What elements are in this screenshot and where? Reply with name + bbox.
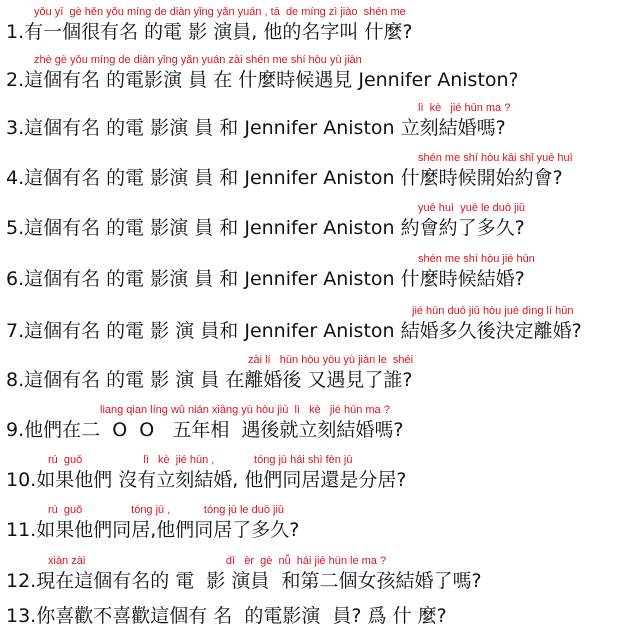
question-5-chinese: 這個有名 的電 影演 員 和 Jennifer Aniston 約會約了多久? bbox=[24, 217, 525, 239]
question-7-chinese: 這個有名 的電 影 演 員和 Jennifer Aniston 結婚多久後決定離婚? bbox=[24, 320, 582, 342]
question-1-text bbox=[6, 20, 412, 44]
question-5-text bbox=[6, 216, 525, 240]
question-2-chinese: 這個有名 的電影演 員 在 什麼時候遇見 Jennifer Aniston? bbox=[24, 69, 519, 91]
question-11-text bbox=[6, 518, 299, 542]
question-9-pinyin: liang qian líng wǔ nián xiāng yù hòu jiù lì kè jié hūn ma ? bbox=[100, 404, 390, 416]
question-3-text bbox=[6, 116, 506, 140]
question-2-number: 2. bbox=[6, 69, 25, 91]
question-10-number: 10. bbox=[6, 469, 37, 491]
question-7-text bbox=[6, 319, 582, 343]
question-12-chinese: 現在這個有名的 電 影 演員 和第二個女孩結婚了嗎? bbox=[36, 570, 482, 592]
question-1-number: 1. bbox=[6, 21, 25, 43]
question-2-text bbox=[6, 68, 519, 92]
question-3-chinese: 這個有名 的電 影演 員 和 Jennifer Aniston 立刻結婚嗎? bbox=[24, 117, 506, 139]
question-9-text bbox=[6, 418, 404, 442]
question-11-number: 11. bbox=[6, 519, 37, 541]
question-9-chinese: 他們在二 O O 五年相 遇後就立刻結婚嗎? bbox=[24, 419, 404, 441]
question-4-pinyin: shén me shí hòu kāi shǐ yuē huì bbox=[418, 152, 573, 164]
question-5-pinyin: yuē huì yuē le duō jiǔ bbox=[418, 202, 526, 214]
question-13-number: 13. bbox=[6, 605, 37, 627]
question-5-number: 5. bbox=[6, 217, 25, 239]
question-3-pinyin: lì kè jié hūn ma ? bbox=[418, 102, 511, 114]
question-6-number: 6. bbox=[6, 268, 25, 290]
question-7-pinyin: jié hūn duō jiǔ hòu jué dìng lí hūn bbox=[412, 305, 574, 317]
question-12-number: 12. bbox=[6, 570, 37, 592]
question-6-text bbox=[6, 267, 525, 291]
question-8-chinese: 這個有名 的電 影 演 員 在離婚後 又遇見了誰? bbox=[24, 369, 413, 391]
question-2-pinyin: zhè gè yǒu míng de diàn yǐng yǎn yuán zài shén me shí hòu yù jiàn bbox=[34, 54, 362, 66]
question-10-text bbox=[6, 468, 406, 492]
question-1-pinyin: yǒu yī gè hěn yǒu míng de diàn yǐng yǎn yuán , tā de míng zì jiào shén me bbox=[34, 6, 406, 18]
question-10-chinese: 如果他們 沒有立刻結婚, 他們同居還是分居? bbox=[36, 469, 407, 491]
question-11-chinese: 如果他們同居,他們同居了多久? bbox=[36, 519, 300, 541]
question-11-pinyin: rú guǒ tóng jū , tóng jū le duō jiǔ bbox=[48, 504, 285, 516]
question-8-number: 8. bbox=[6, 369, 25, 391]
question-12-pinyin: xiàn zài dì èr gè nǚ hái jié hūn le ma ? bbox=[48, 555, 387, 567]
question-1-chinese: 有一個很有名 的電 影 演員, 他的名字叫 什麼? bbox=[24, 21, 413, 43]
question-13-text bbox=[6, 604, 447, 628]
question-7-number: 7. bbox=[6, 320, 25, 342]
question-8-text bbox=[6, 368, 412, 392]
question-4-chinese: 這個有名 的電 影演 員 和 Jennifer Aniston 什麼時候開始約會? bbox=[24, 167, 563, 189]
question-6-pinyin: shén me shí hòu jié hūn bbox=[418, 253, 535, 265]
question-3-number: 3. bbox=[6, 117, 25, 139]
question-12-text bbox=[6, 569, 482, 593]
question-4-number: 4. bbox=[6, 167, 25, 189]
question-6-chinese: 這個有名 的電 影演 員 和 Jennifer Aniston 什麼時候結婚? bbox=[24, 268, 525, 290]
question-4-text bbox=[6, 166, 563, 190]
question-13-chinese: 你喜歡不喜歡這個有 名 的電影演 員? 爲 什 麼? bbox=[36, 605, 447, 627]
question-9-number: 9. bbox=[6, 419, 25, 441]
question-8-pinyin: zài lí hūn hòu yòu yù jiàn le shéi bbox=[248, 354, 414, 366]
question-10-pinyin: rú guǒ lì kè jié hūn , tóng jū hái shì fèn jū bbox=[48, 454, 353, 466]
